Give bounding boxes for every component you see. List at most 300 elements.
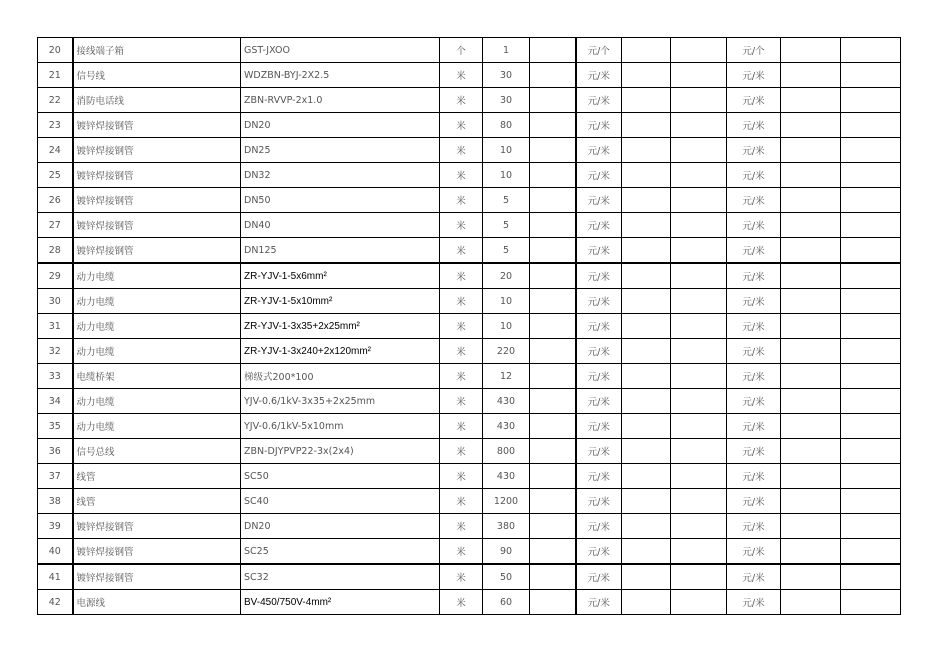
unit-price-label-cell: 元/米 [576,238,622,264]
table-row [38,263,901,289]
empty-cell [841,113,901,138]
empty-cell [622,414,671,439]
quantity-cell: 30 [483,63,530,88]
empty-cell [781,364,841,389]
unit-price-label-cell: 元/米 [727,289,781,314]
unit-cell: 米 [440,138,483,163]
unit-price-label-cell: 元/米 [576,539,622,565]
quantity-cell: 380 [483,514,530,539]
quantity-cell: 60 [483,590,530,615]
table-row [38,213,901,238]
item-name-cell: 动力电缆 [73,289,241,314]
row-number-cell: 38 [38,489,73,514]
unit-cell: 米 [440,314,483,339]
table-row [38,439,901,464]
row-number-cell: 26 [38,188,73,213]
spec-cell: ZR-YJV-1-3x240+2x120mm² [241,339,440,364]
row-number-cell: 34 [38,389,73,414]
unit-price-label-cell: 元/米 [576,514,622,539]
empty-cell [671,113,727,138]
unit-price-label-cell: 元/米 [727,339,781,364]
unit-cell: 米 [440,539,483,565]
empty-cell [671,263,727,289]
row-number-cell: 25 [38,163,73,188]
empty-cell [781,314,841,339]
empty-cell [841,564,901,590]
empty-cell [781,339,841,364]
unit-price-label-cell: 元/米 [576,439,622,464]
quantity-cell: 430 [483,414,530,439]
empty-cell [671,339,727,364]
spec-cell: ZBN-RVVP-2x1.0 [241,88,440,113]
empty-cell [530,63,576,88]
empty-cell [781,263,841,289]
quantity-cell: 10 [483,289,530,314]
empty-cell [781,63,841,88]
empty-cell [671,489,727,514]
unit-cell: 米 [440,188,483,213]
spec-cell: YJV-0.6/1kV-3x35+2x25mm [241,389,440,414]
empty-cell [841,590,901,615]
empty-cell [622,339,671,364]
quantity-cell: 10 [483,138,530,163]
empty-cell [530,389,576,414]
empty-cell [781,389,841,414]
empty-cell [530,590,576,615]
empty-cell [781,564,841,590]
spec-cell: DN40 [241,213,440,238]
empty-cell [841,238,901,264]
unit-price-label-cell: 元/米 [727,163,781,188]
item-name-cell: 线管 [73,489,241,514]
empty-cell [671,464,727,489]
row-number-cell: 28 [38,238,73,264]
table-row [38,113,901,138]
spec-cell: ZR-YJV-1-5x6mm² [241,263,440,289]
empty-cell [781,113,841,138]
unit-price-label-cell: 元/米 [576,590,622,615]
unit-price-label-cell: 元/米 [576,263,622,289]
row-number-cell: 35 [38,414,73,439]
empty-cell [530,188,576,213]
unit-price-label-cell: 元/米 [576,564,622,590]
unit-price-label-cell: 元/米 [727,414,781,439]
empty-cell [781,464,841,489]
unit-price-label-cell: 元/米 [576,339,622,364]
unit-price-label-cell: 元/米 [576,289,622,314]
material-table [37,37,901,615]
empty-cell [622,38,671,63]
unit-price-label-cell: 元/米 [727,88,781,113]
unit-price-label-cell: 元/米 [727,389,781,414]
unit-cell: 米 [440,364,483,389]
quantity-cell: 20 [483,263,530,289]
empty-cell [530,238,576,264]
spec-cell: DN20 [241,113,440,138]
table-row [38,389,901,414]
empty-cell [530,364,576,389]
empty-cell [622,464,671,489]
empty-cell [841,138,901,163]
unit-price-label-cell: 元/米 [727,213,781,238]
empty-cell [530,464,576,489]
unit-price-label-cell: 元/个 [576,38,622,63]
table-row [38,514,901,539]
item-name-cell: 动力电缆 [73,263,241,289]
item-name-cell: 镀锌焊接钢管 [73,238,241,264]
empty-cell [622,63,671,88]
quantity-cell: 10 [483,314,530,339]
item-name-cell: 信号总线 [73,439,241,464]
unit-price-label-cell: 元/米 [576,464,622,489]
empty-cell [622,289,671,314]
empty-cell [781,489,841,514]
unit-price-label-cell: 元/米 [727,138,781,163]
empty-cell [781,238,841,264]
row-number-cell: 27 [38,213,73,238]
empty-cell [841,289,901,314]
empty-cell [781,539,841,565]
unit-price-label-cell: 元/米 [576,389,622,414]
empty-cell [622,188,671,213]
quantity-cell: 50 [483,564,530,590]
empty-cell [530,539,576,565]
empty-cell [622,213,671,238]
unit-cell: 米 [440,590,483,615]
empty-cell [622,590,671,615]
empty-cell [841,339,901,364]
row-number-cell: 41 [38,564,73,590]
item-name-cell: 动力电缆 [73,314,241,339]
empty-cell [781,414,841,439]
item-name-cell: 信号线 [73,63,241,88]
table-row [38,238,901,264]
quantity-cell: 220 [483,339,530,364]
unit-price-label-cell: 元/米 [727,364,781,389]
unit-price-label-cell: 元/米 [576,88,622,113]
unit-price-label-cell: 元/米 [576,213,622,238]
row-number-cell: 29 [38,263,73,289]
unit-price-label-cell: 元/个 [727,38,781,63]
empty-cell [622,88,671,113]
row-number-cell: 40 [38,539,73,565]
empty-cell [671,63,727,88]
empty-cell [841,188,901,213]
empty-cell [622,514,671,539]
unit-price-label-cell: 元/米 [576,314,622,339]
empty-cell [530,88,576,113]
empty-cell [841,439,901,464]
quantity-cell: 430 [483,389,530,414]
empty-cell [671,38,727,63]
empty-cell [781,439,841,464]
spec-cell: DN50 [241,188,440,213]
table-row [38,590,901,615]
empty-cell [781,514,841,539]
unit-price-label-cell: 元/米 [576,188,622,213]
quantity-cell: 1200 [483,489,530,514]
unit-price-label-cell: 元/米 [576,163,622,188]
item-name-cell: 电缆桥架 [73,364,241,389]
empty-cell [671,213,727,238]
spec-cell: DN20 [241,514,440,539]
empty-cell [530,314,576,339]
unit-price-label-cell: 元/米 [727,188,781,213]
item-name-cell: 镀锌焊接钢管 [73,113,241,138]
row-number-cell: 21 [38,63,73,88]
spec-cell: SC25 [241,539,440,565]
table-row [38,464,901,489]
empty-cell [671,514,727,539]
unit-cell: 米 [440,439,483,464]
empty-cell [671,439,727,464]
empty-cell [622,238,671,264]
unit-cell: 米 [440,213,483,238]
spec-cell: DN25 [241,138,440,163]
table-row [38,138,901,163]
empty-cell [841,489,901,514]
quantity-cell: 10 [483,163,530,188]
empty-cell [530,289,576,314]
table-body [38,38,901,615]
item-name-cell: 动力电缆 [73,339,241,364]
unit-price-label-cell: 元/米 [576,63,622,88]
table-row [38,63,901,88]
empty-cell [622,314,671,339]
unit-price-label-cell: 元/米 [727,113,781,138]
empty-cell [622,489,671,514]
spec-cell: DN125 [241,238,440,264]
empty-cell [671,364,727,389]
empty-cell [841,63,901,88]
unit-price-label-cell: 元/米 [727,439,781,464]
unit-cell: 米 [440,339,483,364]
row-number-cell: 30 [38,289,73,314]
spec-cell: YJV-0.6/1kV-5x10mm [241,414,440,439]
unit-cell: 米 [440,289,483,314]
spec-cell: 梯级式200*100 [241,364,440,389]
empty-cell [781,88,841,113]
item-name-cell: 动力电缆 [73,414,241,439]
item-name-cell: 镀锌焊接钢管 [73,539,241,565]
spec-cell: SC40 [241,489,440,514]
table-row [38,188,901,213]
unit-price-label-cell: 元/米 [727,489,781,514]
empty-cell [530,439,576,464]
spec-cell: ZBN-DJYPVP22-3x(2x4) [241,439,440,464]
empty-cell [671,564,727,590]
table-row [38,38,901,63]
unit-cell: 米 [440,514,483,539]
item-name-cell: 消防电话线 [73,88,241,113]
unit-cell: 米 [440,414,483,439]
unit-cell: 米 [440,489,483,514]
item-name-cell: 镀锌焊接钢管 [73,213,241,238]
empty-cell [841,314,901,339]
unit-price-label-cell: 元/米 [727,539,781,565]
quantity-cell: 430 [483,464,530,489]
quantity-cell: 800 [483,439,530,464]
item-name-cell: 电源线 [73,590,241,615]
empty-cell [622,389,671,414]
empty-cell [781,188,841,213]
empty-cell [841,364,901,389]
empty-cell [671,590,727,615]
empty-cell [841,38,901,63]
item-name-cell: 镀锌焊接钢管 [73,138,241,163]
empty-cell [671,88,727,113]
unit-price-label-cell: 元/米 [727,590,781,615]
unit-price-label-cell: 元/米 [727,238,781,264]
table-row [38,88,901,113]
empty-cell [841,389,901,414]
unit-price-label-cell: 元/米 [727,464,781,489]
empty-cell [841,88,901,113]
empty-cell [622,539,671,565]
unit-cell: 米 [440,464,483,489]
empty-cell [671,389,727,414]
unit-cell: 米 [440,263,483,289]
empty-cell [841,464,901,489]
unit-price-label-cell: 元/米 [576,414,622,439]
quantity-cell: 80 [483,113,530,138]
unit-price-label-cell: 元/米 [727,63,781,88]
spec-cell: SC32 [241,564,440,590]
item-name-cell: 镀锌焊接钢管 [73,564,241,590]
empty-cell [671,138,727,163]
empty-cell [781,163,841,188]
empty-cell [781,138,841,163]
empty-cell [622,364,671,389]
unit-cell: 米 [440,238,483,264]
spec-cell: DN32 [241,163,440,188]
empty-cell [530,163,576,188]
row-number-cell: 31 [38,314,73,339]
table-row [38,163,901,188]
empty-cell [671,238,727,264]
unit-cell: 个 [440,38,483,63]
empty-cell [671,414,727,439]
empty-cell [781,38,841,63]
unit-cell: 米 [440,389,483,414]
empty-cell [622,439,671,464]
spec-cell: WDZBN-BYJ-2X2.5 [241,63,440,88]
quantity-cell: 1 [483,38,530,63]
table-row [38,539,901,565]
empty-cell [530,564,576,590]
row-number-cell: 37 [38,464,73,489]
empty-cell [841,263,901,289]
table-row [38,314,901,339]
unit-cell: 米 [440,63,483,88]
spec-cell: GST-JXOO [241,38,440,63]
table-row [38,489,901,514]
empty-cell [530,38,576,63]
empty-cell [841,414,901,439]
item-name-cell: 线管 [73,464,241,489]
item-name-cell: 动力电缆 [73,389,241,414]
empty-cell [781,590,841,615]
row-number-cell: 23 [38,113,73,138]
quantity-cell: 30 [483,88,530,113]
unit-price-label-cell: 元/米 [727,314,781,339]
table-row [38,289,901,314]
empty-cell [841,213,901,238]
empty-cell [530,514,576,539]
unit-price-label-cell: 元/米 [727,564,781,590]
unit-price-label-cell: 元/米 [727,514,781,539]
item-name-cell: 镀锌焊接钢管 [73,163,241,188]
empty-cell [671,539,727,565]
table-row [38,564,901,590]
row-number-cell: 42 [38,590,73,615]
empty-cell [530,263,576,289]
empty-cell [530,138,576,163]
row-number-cell: 22 [38,88,73,113]
empty-cell [671,289,727,314]
quantity-cell: 90 [483,539,530,565]
empty-cell [671,188,727,213]
empty-cell [622,564,671,590]
empty-cell [781,289,841,314]
empty-cell [530,489,576,514]
empty-cell [622,138,671,163]
quantity-cell: 5 [483,213,530,238]
row-number-cell: 36 [38,439,73,464]
unit-cell: 米 [440,564,483,590]
spec-cell: ZR-YJV-1-3x35+2x25mm² [241,314,440,339]
unit-price-label-cell: 元/米 [576,113,622,138]
empty-cell [622,163,671,188]
spec-cell: SC50 [241,464,440,489]
row-number-cell: 20 [38,38,73,63]
item-name-cell: 镀锌焊接钢管 [73,514,241,539]
quantity-cell: 5 [483,188,530,213]
empty-cell [530,113,576,138]
quantity-cell: 12 [483,364,530,389]
table-row [38,364,901,389]
unit-price-label-cell: 元/米 [576,364,622,389]
row-number-cell: 39 [38,514,73,539]
unit-price-label-cell: 元/米 [576,138,622,163]
row-number-cell: 33 [38,364,73,389]
row-number-cell: 32 [38,339,73,364]
row-number-cell: 24 [38,138,73,163]
table-row [38,414,901,439]
empty-cell [841,163,901,188]
unit-price-label-cell: 元/米 [727,263,781,289]
unit-cell: 米 [440,113,483,138]
item-name-cell: 镀锌焊接钢管 [73,188,241,213]
unit-price-label-cell: 元/米 [576,489,622,514]
empty-cell [671,314,727,339]
empty-cell [530,414,576,439]
empty-cell [530,213,576,238]
quantity-cell: 5 [483,238,530,264]
empty-cell [622,263,671,289]
table-row [38,339,901,364]
unit-cell: 米 [440,88,483,113]
empty-cell [671,163,727,188]
spec-cell: ZR-YJV-1-5x10mm² [241,289,440,314]
empty-cell [781,213,841,238]
empty-cell [841,514,901,539]
empty-cell [841,539,901,565]
empty-cell [530,339,576,364]
unit-cell: 米 [440,163,483,188]
item-name-cell: 接线端子箱 [73,38,241,63]
empty-cell [622,113,671,138]
